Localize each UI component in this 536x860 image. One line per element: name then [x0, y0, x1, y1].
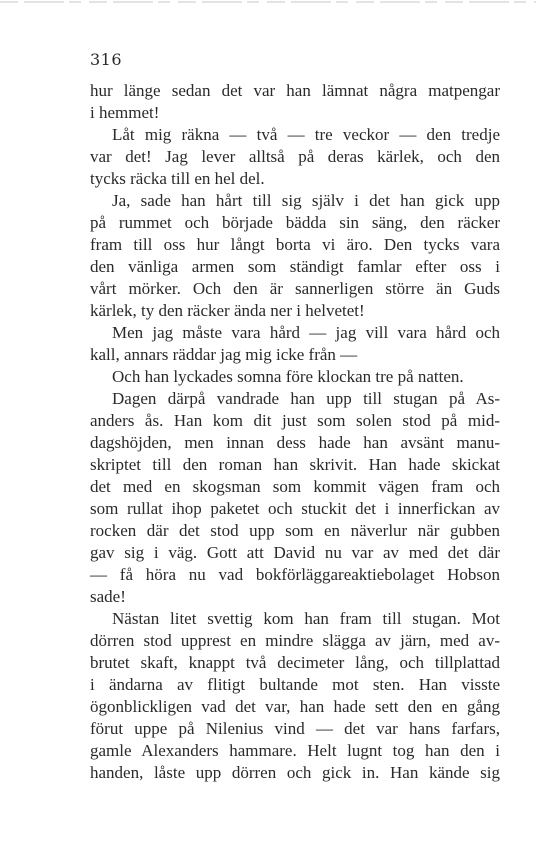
text-line: rocken där det stod upp som en näverlur när gubben [90, 521, 500, 540]
text-line: anders ås. Han kom dit just som solen stod på mid- [90, 411, 500, 430]
text-line: i ändarna av flitigt bultande mot sten. Han visste [90, 675, 500, 694]
text-line: handen, låste upp dörren och gick in. Han kände sig [90, 763, 500, 782]
text-line: Och han lyckades somna före klockan tre på natten. [112, 367, 464, 386]
text-line: det med en skogsman som kommit vägen fram och [90, 477, 500, 496]
text-line: gamle Alexanders hammare. Helt lugnt tog han den i [90, 741, 500, 760]
top-edge-rule [0, 0, 536, 8]
text-line: kall, annars räddar jag mig icke från — [90, 345, 358, 364]
text-line: dagshöjden, men innan dess hade han avsänt manu- [90, 433, 500, 452]
text-line: kärlek, ty den räcker ända ner i helvetet! [90, 301, 365, 320]
text-line: förut uppe på Nilenius vind — det var hans farfars, [90, 719, 500, 738]
text-line: fram till oss hur långt borta vi äro. Den tycks vara [90, 235, 500, 254]
text-line: brutet skaft, knappt två decimeter lång, och tillplattad [90, 653, 500, 672]
text-line: som rullat ihop paketet och stuckit det i innerfickan av [90, 499, 500, 518]
page-text [90, 80, 500, 784]
text-line: ögonblickligen vad det var, han hade sett den en gång [90, 697, 500, 716]
text-line: var det! Jag lever alltså på deras kärlek, och den [90, 147, 500, 166]
text-line: i hemmet! [90, 103, 160, 122]
text-line: på rummet och började bädda sin säng, den räcker [90, 213, 500, 232]
text-line: Dagen därpå vandrade han upp till stugan på As- [112, 389, 500, 408]
text-line: Nästan litet svettig kom han fram till stugan. Mot [112, 609, 500, 628]
text-line: — få höra nu vad bokförläggareaktiebolaget Hobson [90, 565, 500, 584]
text-line: sade! [90, 587, 126, 606]
text-line: vårt mörker. Och den är sannerligen större än Guds [90, 279, 500, 298]
text-line: skriptet till den roman han skrivit. Han hade skickat [90, 455, 500, 474]
text-line: Men jag måste vara hård — jag vill vara hård och [112, 323, 500, 342]
text-line: hur länge sedan det var han lämnat några matpengar [90, 81, 500, 100]
text-line: den vänliga armen som ständigt famlar efter oss i [90, 257, 500, 276]
text-line: Ja, sade han hårt till sig själv i det han gick upp [112, 191, 500, 210]
text-line: Låt mig räkna — två — tre veckor — den tredje [112, 125, 500, 144]
text-line: gav sig i väg. Gott att David nu var av med det där [90, 543, 500, 562]
page-number: 316 [90, 50, 123, 69]
text-line: dörren stod upprest en mindre slägga av järn, med av- [90, 631, 500, 650]
text-line: tycks räcka till en hel del. [90, 169, 265, 188]
